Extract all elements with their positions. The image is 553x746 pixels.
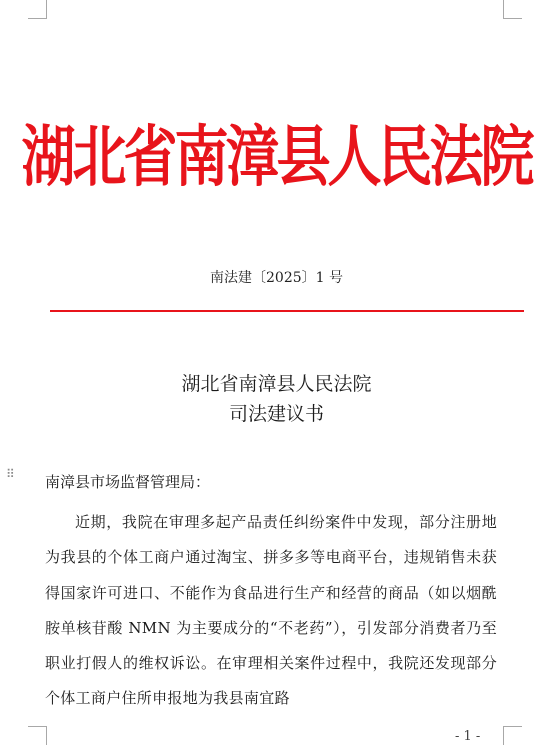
page-number: - 1 - (455, 729, 481, 744)
document-heading-type: 司法建议书 (228, 403, 324, 425)
document-heading-court: 湖北省南漳县人民法院 (181, 373, 372, 395)
drag-handle-icon[interactable]: ⠿ (6, 467, 16, 481)
page-corner-mark-top-right (503, 0, 522, 19)
page-corner-mark-bottom-left (28, 726, 47, 745)
body-paragraph: 近期，我院在审理多起产品责任纠纷案件中发现，部分注册地为我县的个体工商户通过淘宝、拼多多等电商平台，违规销售未获得国家许可进口、不能作为食品进行生产和经营的商品（如以烟酰胺单核苷酸 NMN 为主要成分的“不老药”），引发部分消费者乃至职业打假人的维权诉讼。在审理相关案件过程中，我院还发现部分个体工商户住所申报地为我县南宜路 (45, 513, 497, 708)
document-number: 南法建〔2025〕1 号 (210, 270, 343, 286)
court-title: 湖北省南漳县人民法院 (21, 117, 532, 196)
page-corner-mark-bottom-right (503, 726, 522, 745)
salutation: 南漳县市场监督管理局： (45, 473, 211, 491)
page-corner-mark-top-left (28, 0, 47, 19)
red-divider-line (50, 310, 524, 312)
